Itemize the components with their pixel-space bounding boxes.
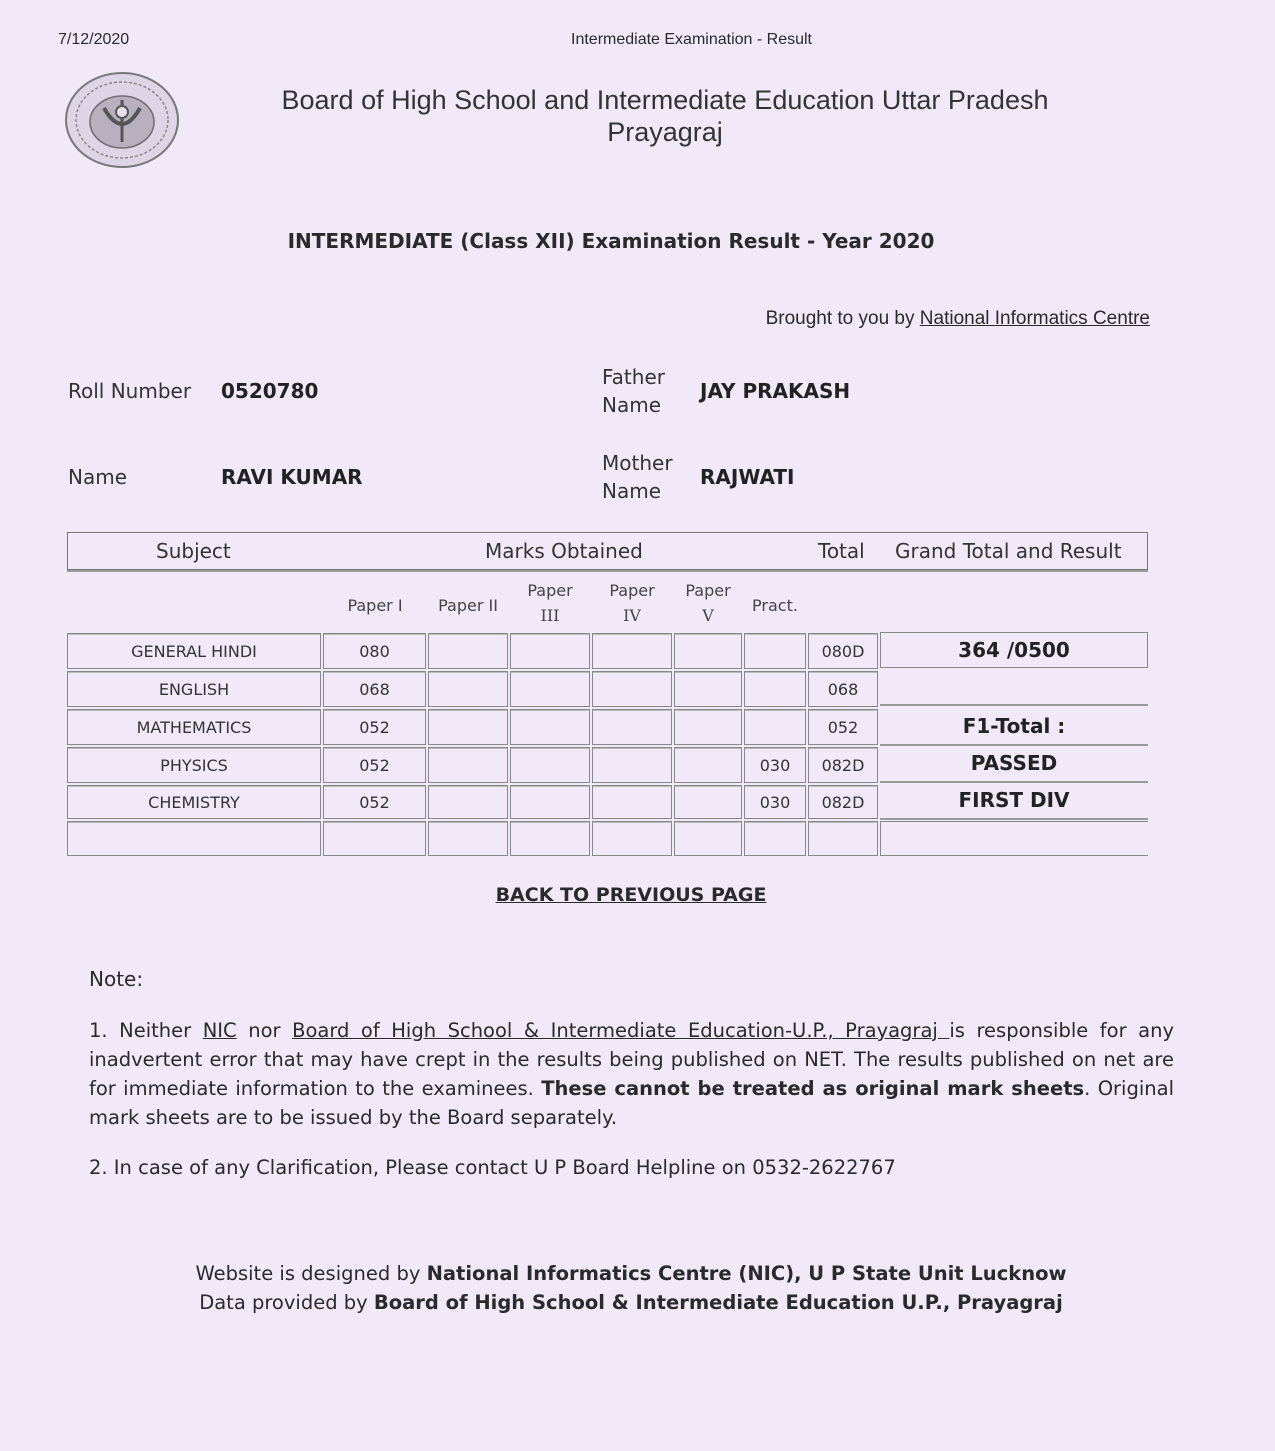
total-cell xyxy=(808,821,878,856)
paper-1-cell xyxy=(323,821,426,856)
note-1-text: is responsible for any inadvertent error that may have crept in the results being published on NET. The results published on net are for immediate information to the examinees. xyxy=(89,1019,1174,1100)
paper-4-cell xyxy=(592,785,672,819)
paper-2-cell xyxy=(428,747,508,783)
mother-label-line2: Name xyxy=(602,479,662,503)
nic-note-link[interactable]: NIC xyxy=(202,1019,237,1042)
total-cell: 082D xyxy=(808,785,878,819)
footer-text: Website is designed by xyxy=(195,1262,427,1285)
note-1-text: . Original mark sheets are to be issued by the Board separately. xyxy=(89,1077,1174,1129)
roll-number-value: 0520780 xyxy=(221,379,319,403)
grand-total-header: Grand Total and Result xyxy=(895,539,1122,563)
print-date: 7/12/2020 xyxy=(58,31,130,48)
result-empty-cell xyxy=(880,821,1148,856)
paper-4-cell xyxy=(592,633,672,669)
back-to-previous-page-link[interactable]: BACK TO PREVIOUS PAGE xyxy=(495,884,767,906)
paper-5-header-word: Paper xyxy=(685,581,731,600)
total-header: Total xyxy=(818,539,865,563)
subject-cell: CHEMISTRY xyxy=(67,785,321,819)
paper-4-header-word: Paper xyxy=(609,581,655,600)
note-1-text: 1. Neither xyxy=(89,1019,203,1042)
paper-1-cell: 068 xyxy=(323,671,426,707)
paper-5-cell xyxy=(674,671,742,707)
result-divider xyxy=(880,704,1148,706)
practical-cell: 030 xyxy=(744,785,806,819)
back-link-wrapper xyxy=(0,884,1262,906)
name-value: RAVI KUMAR xyxy=(221,465,363,489)
paper-5-cell xyxy=(674,633,742,669)
marks-table-header xyxy=(67,532,1148,570)
paper-3-cell xyxy=(510,633,590,669)
paper-2-cell xyxy=(428,671,508,707)
footer-nic-name: National Informatics Centre (NIC), U P State Unit Lucknow xyxy=(426,1262,1067,1285)
paper-5-cell xyxy=(674,747,742,783)
paper-5-cell xyxy=(674,785,742,819)
paper-2-cell xyxy=(428,821,508,856)
father-name-label xyxy=(602,363,692,419)
father-label-line2: Name xyxy=(602,393,662,417)
practical-cell xyxy=(744,671,806,707)
credit-line xyxy=(766,308,1150,330)
paper-1-cell: 052 xyxy=(323,747,426,783)
paper-4-header-num: IV xyxy=(623,606,641,625)
paper-4-cell xyxy=(592,671,672,707)
paper-3-cell xyxy=(510,671,590,707)
paper-2-header: Paper II xyxy=(438,596,498,615)
paper-3-header xyxy=(510,581,590,625)
note-1 xyxy=(89,1016,1174,1132)
up-emblem-logo xyxy=(64,70,182,170)
paper-4-header xyxy=(592,581,672,625)
name-label: Name xyxy=(68,465,128,489)
note-1-warning: These cannot be treated as original mark sheets xyxy=(541,1077,1085,1100)
practical-cell xyxy=(744,709,806,745)
subject-cell xyxy=(67,821,321,856)
nic-link[interactable]: National Informatics Centre xyxy=(919,308,1150,329)
paper-5-header xyxy=(674,581,742,625)
subject-cell: PHYSICS xyxy=(67,747,321,783)
marks-obtained-header: Marks Obtained xyxy=(485,539,643,563)
footer-board-name: Board of High School & Intermediate Education U.P., Prayagraj xyxy=(373,1291,1063,1314)
print-page-title: Intermediate Examination - Result xyxy=(571,31,812,48)
result-division: FIRST DIV xyxy=(958,788,1070,812)
paper-2-cell xyxy=(428,785,508,819)
roll-number-label: Roll Number xyxy=(68,379,192,403)
mother-label-line1: Mother xyxy=(602,451,673,475)
paper-5-header-num: V xyxy=(702,606,714,625)
grand-total-value: 364 /0500 xyxy=(880,632,1148,668)
subject-cell: MATHEMATICS xyxy=(67,709,321,745)
paper-3-header-num: III xyxy=(540,606,560,625)
board-note-link[interactable]: Board of High School & Intermediate Education-U.P., Prayagraj xyxy=(292,1019,950,1042)
total-cell: 082D xyxy=(808,747,878,783)
f1-total-label: F1-Total : xyxy=(962,714,1066,738)
subject-cell: GENERAL HINDI xyxy=(67,633,321,669)
paper-1-cell: 052 xyxy=(323,709,426,745)
paper-4-cell xyxy=(592,709,672,745)
credit-prefix: Brought to you by xyxy=(765,308,920,329)
footer-data-provided-by xyxy=(0,1288,1262,1317)
total-cell: 068 xyxy=(808,671,878,707)
footer-text: Data provided by xyxy=(199,1291,374,1314)
practical-cell xyxy=(744,633,806,669)
paper-1-cell: 052 xyxy=(323,785,426,819)
practical-cell: 030 xyxy=(744,747,806,783)
father-label-line1: Father xyxy=(602,365,665,389)
paper-2-cell xyxy=(428,633,508,669)
paper-4-cell xyxy=(592,747,672,783)
paper-3-header-word: Paper xyxy=(527,581,573,600)
paper-4-cell xyxy=(592,821,672,856)
mother-name-value: RAJWATI xyxy=(700,465,795,489)
board-name-line2: Prayagraj xyxy=(607,117,723,147)
paper-3-cell xyxy=(510,785,590,819)
paper-3-cell xyxy=(510,821,590,856)
paper-3-cell xyxy=(510,747,590,783)
paper-1-header: Paper I xyxy=(347,596,403,615)
paper-2-cell xyxy=(428,709,508,745)
total-cell: 052 xyxy=(808,709,878,745)
board-name-line1: Board of High School and Intermediate Education Uttar Pradesh xyxy=(281,85,1049,115)
paper-1-cell: 080 xyxy=(323,633,426,669)
paper-3-cell xyxy=(510,709,590,745)
practical-cell xyxy=(744,821,806,856)
paper-5-cell xyxy=(674,709,742,745)
exam-title: INTERMEDIATE (Class XII) Examination Result - Year 2020 xyxy=(287,229,935,253)
subject-header: Subject xyxy=(156,539,231,563)
total-cell: 080D xyxy=(808,633,878,669)
board-name xyxy=(230,84,1100,148)
note-1-text: nor xyxy=(236,1019,293,1042)
note-label: Note: xyxy=(89,967,144,991)
result-status: PASSED xyxy=(970,751,1058,775)
father-name-value: JAY PRAKASH xyxy=(700,379,851,403)
subject-cell: ENGLISH xyxy=(67,671,321,707)
mother-name-label xyxy=(602,449,692,505)
result-divider xyxy=(880,818,1148,820)
note-2: 2. In case of any Clarification, Please contact U P Board Helpline on 0532-2622767 xyxy=(89,1156,896,1179)
practical-header: Pract. xyxy=(752,596,798,615)
footer-designed-by xyxy=(0,1259,1262,1288)
paper-5-cell xyxy=(674,821,742,856)
